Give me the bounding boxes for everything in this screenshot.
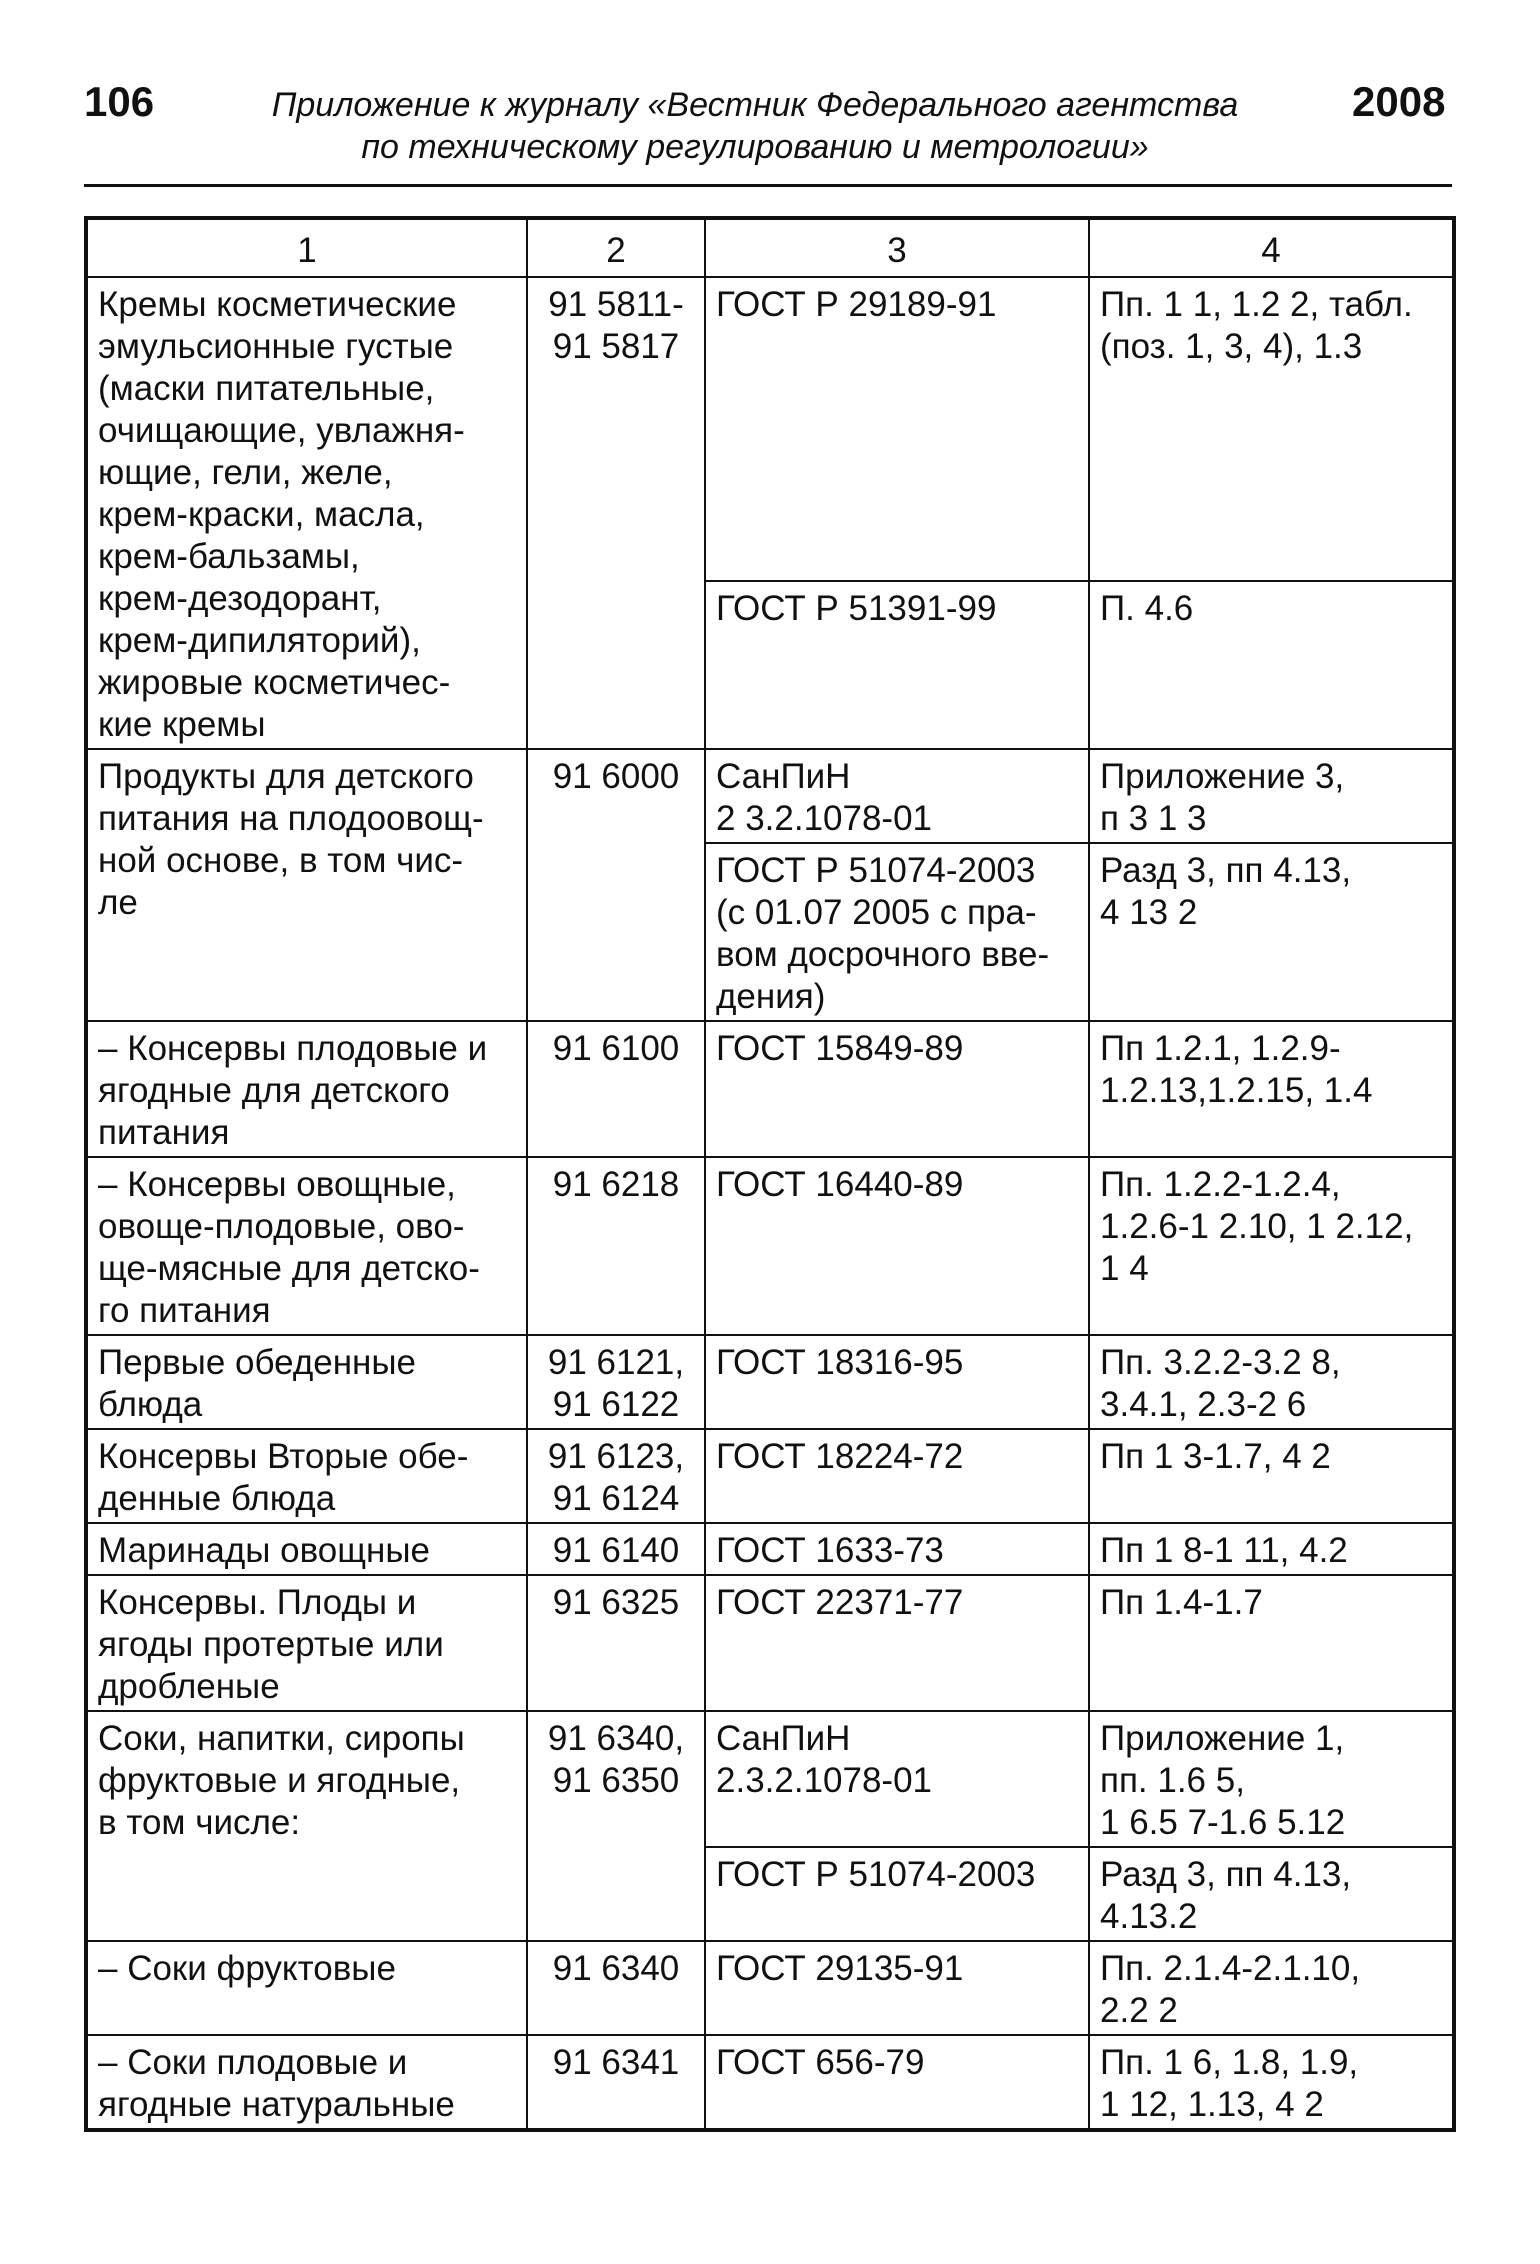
product-cell: Маринады овощные bbox=[86, 1523, 527, 1575]
year: 2008 bbox=[1352, 78, 1446, 125]
product-cell: Соки, напитки, сиропы фруктовые и ягодные, в том числе: bbox=[86, 1711, 527, 1941]
clauses-cell: Приложение 1, пп. 1.6 5, 1 6.5 7-1.6 5.12 bbox=[1089, 1711, 1454, 1847]
table-row bbox=[86, 1157, 1454, 1335]
clauses-cell: Пп 1 3-1.7, 4 2 bbox=[1089, 1429, 1454, 1523]
table-row bbox=[86, 1021, 1454, 1157]
product-cell: Консервы. Плоды и ягоды протертые или дробленые bbox=[86, 1575, 527, 1711]
column-header: 3 bbox=[705, 218, 1089, 277]
column-header: 1 bbox=[86, 218, 527, 277]
standard-doc-cell: ГОСТ 22371-77 bbox=[705, 1575, 1089, 1711]
table-row bbox=[86, 1575, 1454, 1711]
standard-doc-cell: ГОСТ 15849-89 bbox=[705, 1021, 1089, 1157]
clauses-cell: Пп. 1 6, 1.8, 1.9, 1 12, 1.13, 4 2 bbox=[1089, 2035, 1454, 2130]
product-cell: – Консервы плодовые и ягодные для детского питания bbox=[86, 1021, 527, 1157]
clauses-cell: Пп 1.2.1, 1.2.9- 1.2.13,1.2.15, 1.4 bbox=[1089, 1021, 1454, 1157]
product-cell: Первые обеденные блюда bbox=[86, 1335, 527, 1429]
code-cell: 91 5811- 91 5817 bbox=[527, 277, 705, 749]
standard-doc-cell: ГОСТ 29135-91 bbox=[705, 1941, 1089, 2035]
clauses-cell: Разд 3, пп 4.13, 4.13.2 bbox=[1089, 1847, 1454, 1941]
clauses-cell: Пп. 1.2.2-1.2.4, 1.2.6-1 2.10, 1 2.12, 1 4 bbox=[1089, 1157, 1454, 1335]
clauses-cell: Пп. 1 1, 1.2 2, табл. (поз. 1, 3, 4), 1.3 bbox=[1089, 277, 1454, 581]
clauses-cell: Разд 3, пп 4.13, 4 13 2 bbox=[1089, 843, 1454, 1021]
regulation-table bbox=[84, 216, 1456, 2132]
standard-doc-cell: ГОСТ 656-79 bbox=[705, 2035, 1089, 2130]
standard-doc-cell: ГОСТ 16440-89 bbox=[705, 1157, 1089, 1335]
table-row bbox=[86, 1711, 1454, 1847]
table-row bbox=[86, 1335, 1454, 1429]
header-rule bbox=[84, 184, 1452, 187]
column-header: 4 bbox=[1089, 218, 1454, 277]
header-title-line-1: Приложение к журналу «Вестник Федерального агентства bbox=[271, 86, 1239, 124]
standard-doc-cell: ГОСТ Р 51391-99 bbox=[705, 581, 1089, 749]
clauses-cell: Пп 1 8-1 11, 4.2 bbox=[1089, 1523, 1454, 1575]
standard-doc-cell: ГОСТ Р 51074-2003 bbox=[705, 1847, 1089, 1941]
column-header: 2 bbox=[527, 218, 705, 277]
code-cell: 91 6121, 91 6122 bbox=[527, 1335, 705, 1429]
table-body bbox=[86, 277, 1454, 2130]
clauses-cell: Пп. 2.1.4-2.1.10, 2.2 2 bbox=[1089, 1941, 1454, 2035]
clauses-cell: Приложение 3, п 3 1 3 bbox=[1089, 749, 1454, 843]
product-cell: – Соки плодовые и ягодные натуральные bbox=[86, 2035, 527, 2130]
code-cell: 91 6100 bbox=[527, 1021, 705, 1157]
page-number: 106 bbox=[84, 78, 155, 125]
product-cell: Продукты для детского питания на плодоовощ- ной основе, в том чис- ле bbox=[86, 749, 527, 1021]
standard-doc-cell: ГОСТ 18224-72 bbox=[705, 1429, 1089, 1523]
product-cell: Кремы косметические эмульсионные густые (маски питательные, очищающие, увлажня- ющие, гели, желе, крем-краски, масла, крем-бальзамы, крем-дезодорант, крем-дипиляторий), жировые косметичес- кие кремы bbox=[86, 277, 527, 749]
clauses-cell: Пп 1.4-1.7 bbox=[1089, 1575, 1454, 1711]
table-row bbox=[86, 2035, 1454, 2130]
header-title-line-2: по техническому регулированию и метрологии» bbox=[361, 128, 1149, 166]
page-header-title bbox=[190, 84, 1320, 168]
table-row bbox=[86, 277, 1454, 581]
table-header-row bbox=[86, 218, 1454, 277]
table-row bbox=[86, 1429, 1454, 1523]
table-row bbox=[86, 1523, 1454, 1575]
product-cell: Консервы Вторые обе- денные блюда bbox=[86, 1429, 527, 1523]
table-row bbox=[86, 1941, 1454, 2035]
standard-doc-cell: ГОСТ Р 51074-2003 (с 01.07 2005 с пра- вом досрочного вве- дения) bbox=[705, 843, 1089, 1021]
table-row bbox=[86, 749, 1454, 843]
code-cell: 91 6140 bbox=[527, 1523, 705, 1575]
clauses-cell: Пп. 3.2.2-3.2 8, 3.4.1, 2.3-2 6 bbox=[1089, 1335, 1454, 1429]
code-cell: 91 6218 bbox=[527, 1157, 705, 1335]
standard-doc-cell: ГОСТ Р 29189-91 bbox=[705, 277, 1089, 581]
code-cell: 91 6341 bbox=[527, 2035, 705, 2130]
product-cell: – Соки фруктовые bbox=[86, 1941, 527, 2035]
standard-doc-cell: СанПиН 2.3.2.1078-01 bbox=[705, 1711, 1089, 1847]
clauses-cell: П. 4.6 bbox=[1089, 581, 1454, 749]
product-cell: – Консервы овощные, овоще-плодовые, ово- ще-мясные для детско- го питания bbox=[86, 1157, 527, 1335]
code-cell: 91 6000 bbox=[527, 749, 705, 1021]
standard-doc-cell: ГОСТ 18316-95 bbox=[705, 1335, 1089, 1429]
code-cell: 91 6340, 91 6350 bbox=[527, 1711, 705, 1941]
code-cell: 91 6340 bbox=[527, 1941, 705, 2035]
standard-doc-cell: ГОСТ 1633-73 bbox=[705, 1523, 1089, 1575]
code-cell: 91 6325 bbox=[527, 1575, 705, 1711]
standard-doc-cell: СанПиН 2 3.2.1078-01 bbox=[705, 749, 1089, 843]
code-cell: 91 6123, 91 6124 bbox=[527, 1429, 705, 1523]
